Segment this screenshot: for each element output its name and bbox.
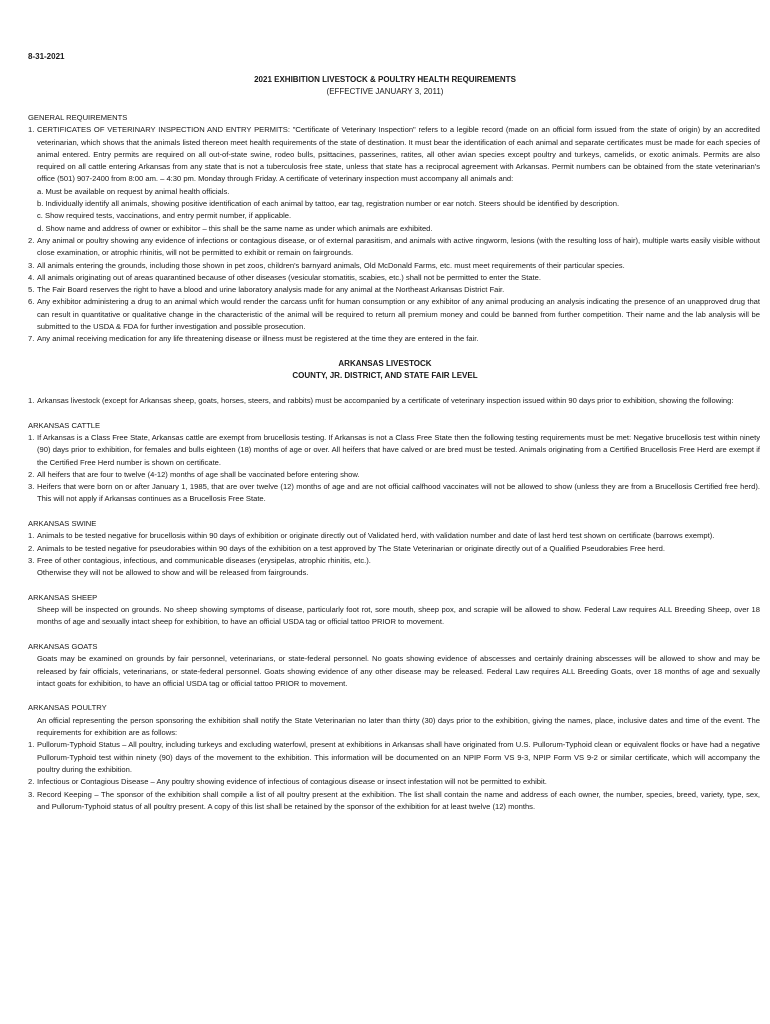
swine-item: 1. Animals to be tested negative for brucellosis within 90 days of exhibition or originate directly out of Validated herd, with validation number and date of last herd test shown on certificate (barrows exempt). bbox=[28, 531, 715, 541]
general-subitem: a. Must be available on request by animal health officials. bbox=[37, 186, 230, 196]
document-title bbox=[0, 74, 770, 99]
poultry-heading: ARKANSAS POULTRY bbox=[28, 703, 107, 713]
sheep-text: Sheep will be inspected on grounds. No sheep showing symptoms of disease, particularly foot rot, sore mouth, sheep pox, and scrapie will be allowed to show. Federal Law requires ALL Breeding Sheep, over 18 months of age and sexually intact sheep for exhibition, to have an official USDA tag or official tattoo PRIOR to movement. bbox=[37, 605, 760, 627]
swine-item: 3. Free of other contagious, infectious, and communicable diseases (erysipelas, atrophic rhinitis, etc.). bbox=[28, 555, 371, 565]
goats-text: Goats may be examined on grounds by fair personnel, veterinarians, or state-federal personnel. No goats showing evidence of abscesses and certainly draining abscesses will be allowed to show and may be released by fair officials, veterinarians, or state-federal personnel. Goats showing evidence of any other disease may be released. Federal Law requires ALL Breeding Goats, over 18 months of age and sexually intact goats for exhibition, to have an official USDA tag or official tattoo PRIOR to movement. bbox=[37, 654, 760, 688]
general-item: 7. Any animal receiving medication for any life threatening disease or illness must be registered at the time they are entered in the fair. bbox=[28, 334, 479, 344]
cattle-heading: ARKANSAS CATTLE bbox=[28, 420, 101, 430]
poultry-item: 2. Infectious or Contagious Disease – Any poultry showing evidence of infectious of contagious disease or insect infestation will not be permitted to exhibit. bbox=[28, 777, 547, 787]
swine-item: 2. Animals to be tested negative for pseudorabies within 90 days of the exhibition on a test approved by The State Veterinarian or originate directly out of a Qualified Pseudorabies Free herd. bbox=[28, 543, 665, 553]
arkansas-intro: 1. Arkansas livestock (except for Arkansas sheep, goats, horses, steers, and rabbits) must be accompanied by a certificate of veterinary inspection issued within 90 days prior to exhibition, showing the following: bbox=[28, 396, 734, 406]
poultry-intro: An official representing the person sponsoring the exhibition shall notify the State Veterinarian no later than thirty (30) days prior to the exhibition, giving the names, place, inclusive dates and time of the event. The requirements for exhibition are as follows: bbox=[37, 715, 760, 738]
general-item: 3. All animals entering the grounds, including those shown in pet zoos, children's barnyard animals, Old McDonald Farms, etc. must meet requirements of their particular species. bbox=[28, 260, 625, 270]
general-item: 4. All animals originating out of areas quarantined because of other diseases (vesicular stomatitis, scabies, etc.) shall not be permitted to enter the State. bbox=[28, 272, 541, 282]
general-item: 1. CERTIFICATES OF VETERINARY INSPECTION AND ENTRY PERMITS: "Certificate of Veterinary Inspection" refers to a legible record (made on an official form issued from the state of origin) by an accredited veterinarian, which shows that the animals listed thereon meet health requirements of the state of destination. It must bear the identification of each animal and separate certificates must be made for each species of animal entered. Entry permits are required on all out-of-state swine, rodeo bulls, psittacines, passerines, ratites, all other avian species except poultry and turkeys, camelids, or exotic animals. Permits are also required on all cattle entering Arkansas from any state that is not a tuberculosis free state, unless that state has a reciprocal agreement with Arkansas. Permit numbers can be obtained from the state veterinarian's office (501) 907-2400 from 8:00 am. – 4:30 pm. Monday through Friday. A certificate of veterinary inspection must accompany all animals and: bbox=[28, 125, 760, 184]
cattle-item: 3. Heifers that were born on or after January 1, 1985, that are over twelve (12) months of age and are not official calfhood vaccinates will not be allowed to show (unless they are from a Brucellosis Certified free herd). This will not apply if Arkansas continues as a Brucellosis Free State. bbox=[28, 482, 760, 504]
swine-note: Otherwise they will not be allowed to show and will be released from fairgrounds. bbox=[37, 568, 309, 578]
general-item: 5. The Fair Board reserves the right to have a blood and urine laboratory analysis made for any animal at the Northeast Arkansas District Fair. bbox=[28, 285, 505, 295]
arkansas-livestock-heading: ARKANSAS LIVESTOCK bbox=[338, 358, 432, 368]
document-date: 8-31-2021 bbox=[28, 52, 65, 61]
cattle-item: 2. All heifers that are four to twelve (4-12) months of age shall be vaccinated before entering show. bbox=[28, 469, 360, 479]
general-list bbox=[28, 124, 760, 345]
general-heading: GENERAL REQUIREMENTS bbox=[28, 113, 128, 122]
document-body bbox=[28, 112, 760, 813]
sheep-heading: ARKANSAS SHEEP bbox=[28, 592, 98, 602]
fair-level-heading: COUNTY, JR. DISTRICT, AND STATE FAIR LEVEL bbox=[292, 371, 478, 381]
title-line-2: (EFFECTIVE JANUARY 3, 2011) bbox=[326, 87, 444, 97]
general-subitem: c. Show required tests, vaccinations, and entry permit number, if applicable. bbox=[37, 211, 292, 221]
general-item: 2. Any animal or poultry showing any evidence of infections or contagious disease, or of external parasitism, and animals with active ringworm, lesions (with the resulting loss of hair), multiple warts easily visible without close examination, or atrophic rhinitis, will not be permitted to exhibit or remain on fairgrounds. bbox=[28, 235, 760, 258]
goats-heading: ARKANSAS GOATS bbox=[28, 641, 98, 651]
poultry-item: 1. Pullorum-Typhoid Status – All poultry, including turkeys and excluding waterfowl, present at exhibitions in Arkansas shall have originated from U.S. Pullorum-Typhoid clean or equivalent flocks or have had a negative Pullorum-Typhoid test within ninety (90) days of the movement to the exhibition. This information will be documented on an NPIP Form VS 9-3, NPIP Form VS 9-2 or similar certificate, which will accompany the poultry during the exhibition. bbox=[28, 740, 760, 774]
poultry-item: 3. Record Keeping – The sponsor of the exhibition shall compile a list of all poultry present at the exhibition. The list shall contain the name and address of each owner, the number, species, breed, variety, type, sex, and Pullorum-Typhoid status of all poultry present. A copy of this list shall be retained by the sponsor of the exhibition for at least twelve (12) months. bbox=[28, 789, 760, 811]
swine-heading: ARKANSAS SWINE bbox=[28, 519, 97, 529]
cattle-item: 1. If Arkansas is a Class Free State, Arkansas cattle are exempt from brucellosis testing. If Arkansas is not a Class Free State then the following testing requirements must be met: Negative brucellosis test within ninety (90) days prior to exhibition, for females and bulls eighteen (18) months of age or over. All heifers that have calved or are bred must be tested. Animals originating from a Certified Brucellosis Free Herd are exempt if the Certified Free Herd number is shown on certificate. bbox=[28, 432, 760, 467]
title-line-1: 2021 EXHIBITION LIVESTOCK & POULTRY HEALTH REQUIREMENTS bbox=[254, 75, 516, 84]
general-subitem: b. Individually identify all animals, showing positive identification of each animal by tattoo, ear tag, registration number or ear notch. Steers should be identified by description. bbox=[37, 199, 620, 209]
general-item: 6. Any exhibitor administering a drug to an animal which would render the carcass unfit for human consumption or any exhibitor of any animal producing an analysis indicating the presence of an unapproved drug that can result in quantitative or qualitative change in the characteristic of the animal will be required to return all premium money and could be banned from further competition. Their name and the lab analysis will be submitted to the USDA & FDA for further investigation and possible prosecution. bbox=[28, 297, 760, 332]
general-subitem: d. Show name and address of owner or exhibitor – this shall be the same name as under which animals are exhibited. bbox=[37, 223, 433, 233]
